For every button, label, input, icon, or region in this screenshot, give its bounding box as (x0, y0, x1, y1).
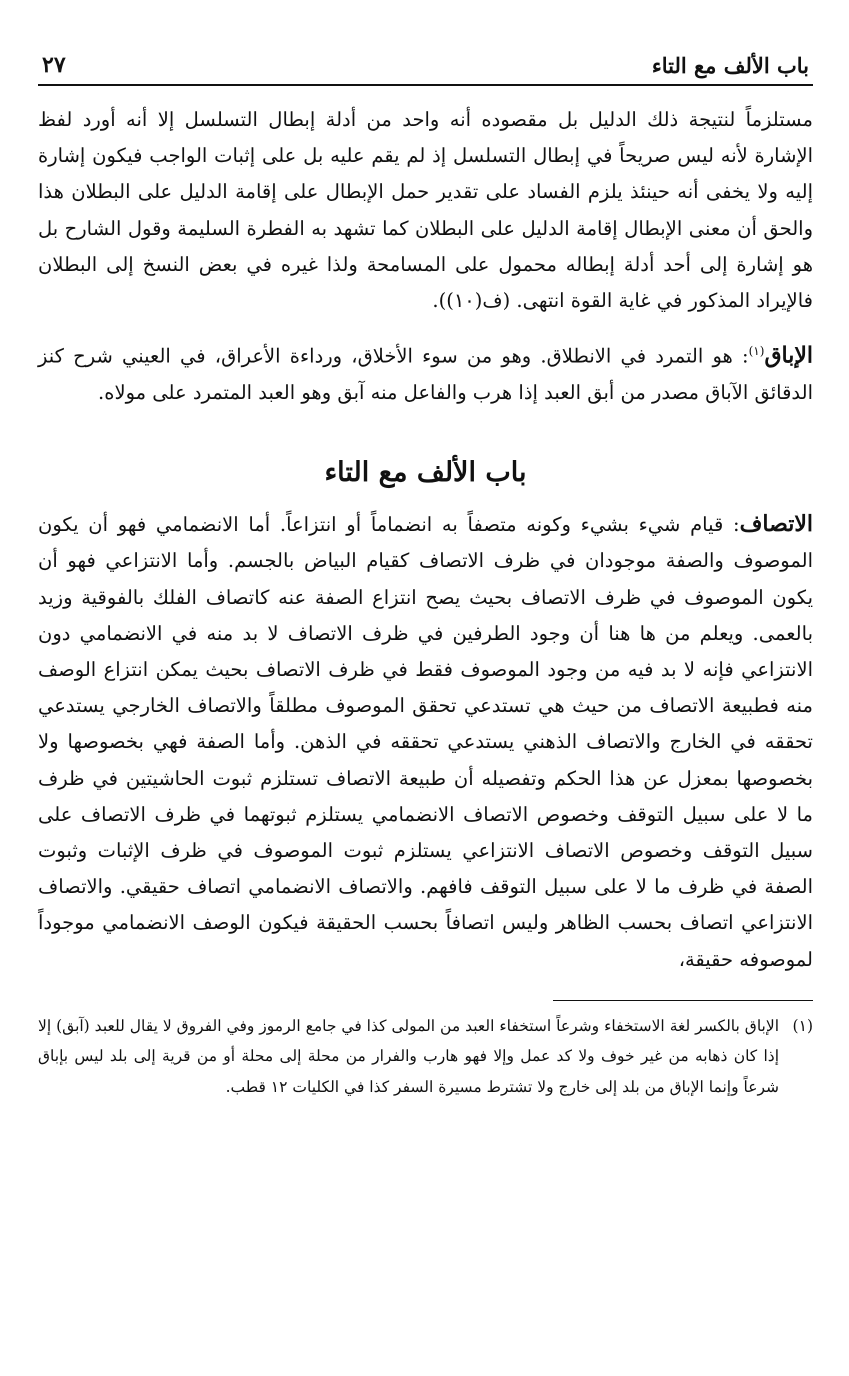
footnote-reference[interactable]: (١) (748, 344, 765, 359)
book-page (38, 52, 813, 1102)
running-title: باب الألف مع التاء (651, 53, 809, 78)
footnote (38, 1011, 813, 1103)
entry-term: الإباق (764, 342, 813, 369)
footnote-text: الإباق بالكسر لغة الاستخفاء وشرعاً استخفاء العبد من المولى كذا في جامع الرموز وفي الفروق لا يقال للعبد (آبق) إلا إذا كان ذهابه من غير خوف ولا كد عمل وإلا فهو هارب والفرار من محلة إلى محلة أو من قرية إلى بلد ليس بإباق شرعاً وإنما الإباق من بلد إلى خارج ولا تشترط مسيرة السفر كذا في الكليات ١٢ قطب. (38, 1016, 779, 1096)
page-number: ٢٧ (42, 52, 66, 78)
paragraph-continuation (38, 102, 813, 319)
entry-ibaq (38, 333, 813, 411)
entry-text: : قيام شيء بشيء وكونه متصفاً به انضماماً أو انتزاعاً. أما الانضمامي فهو أن يكون الموصوف والصفة موجودان في ظرف الاتصاف كقيام البياض بالجسم. وأما الانتزاعي فهو أن يكون الموصوف في ظرف الاتصاف بحيث يصح انتزاع الصفة عنه كاتصاف الفلك بالفوقية وزيد بالعمى. ويعلم من ها هنا أن وجود الطرفين في ظرف الاتصاف لا بد منه في الانضمامي دون الانتزاعي فإنه لا بد فيه من وجود الموصوف فقط في ظرف الاتصاف بحيث يمكن انتزاع الوصف منه فطبيعة الاتصاف من حيث هي تستدعي تحقق الموصوف مطلقاً والاتصاف الخارجي يستدعي تحققه في الخارج والاتصاف الذهني يستدعي تحققه في الذهن. وأما الصفة فهي بخصوصها ولا بخصوصها بمعزل عن هذا الحكم وتفصيله أن طبيعة الاتصاف تستلزم ثبوت الحاشيتين في ظرف ما لا على سبيل التوقف وخصوص الاتصاف الانضمامي يستلزم ثبوتهما في ظرف الاتصاف على سبيل التوقف وخصوص الاتصاف الانتزاعي يستلزم ثبوت الموصوف في ظرف الإثبات وثبوت الصفة في ظرف ما لا على سبيل التوقف فافهم. والاتصاف الانضمامي اتصاف حقيقي. والاتصاف الانتزاعي اتصاف بحسب الظاهر وليس اتصافاً بحسب الحقيقة فيكون الوصف الانضمامي موجوداً لموصوفه حقيقة، (38, 513, 813, 971)
paragraph-text: مستلزماً لنتيجة ذلك الدليل بل مقصوده أنه واحد من أدلة إبطال التسلسل إلا أنه أورد لفظ الإشارة لأنه ليس صريحاً في إبطال التسلسل إذ لم يقم عليه بل على إثبات الواجب فيكون إشارة إليه ولا يخفى أنه حينئذ يلزم الفساد على تقدير حمل الإبطال على إقامة الدليل على البطلان هذا والحق أن معنى الإبطال إقامة الدليل على البطلان كما تشهد به الفطرة السليمة وقول الشارح بل هو إشارة إلى أحد أدلة إبطاله محمول على المسامحة ولذا غيره في بعض النسخ إلى البطلان فالإيراد المذكور في غاية القوة انتهى. (ف(١٠)). (38, 108, 813, 313)
entry-ittisaf (38, 506, 813, 978)
entry-term: الاتصاف (739, 511, 813, 538)
footnote-number: (١) (792, 1016, 813, 1035)
page-header (38, 52, 813, 86)
entry-text: : هو التمرد في الانطلاق. وهو من سوء الأخلاق، ورداءة الأعراق، في العيني شرح كنز الدقائق الآباق مصدر من أبق العبد إذا هرب والفاعل منه آبق وهو العبد المتمرد على مولاه. (38, 344, 813, 404)
section-title: باب الألف مع التاء (324, 457, 527, 489)
footnote-divider (553, 1000, 813, 1001)
